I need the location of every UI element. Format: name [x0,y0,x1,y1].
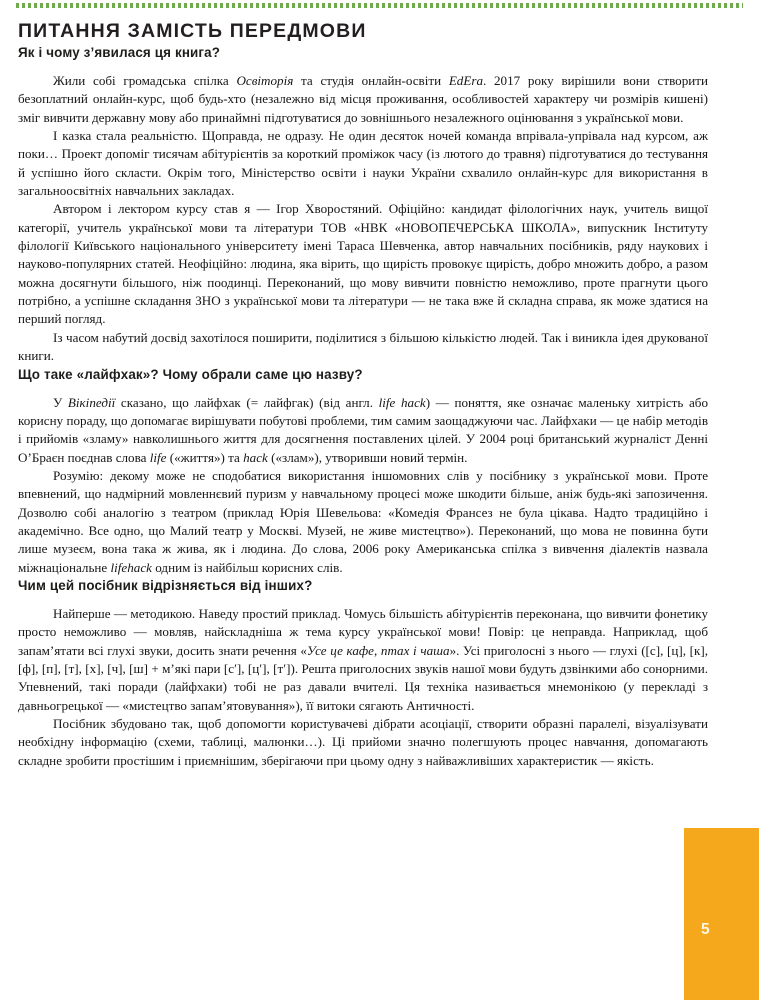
body-paragraph [18,605,708,715]
sections-container [18,44,708,770]
text-run: Автором і лектором курсу став я — Ігор Хворостяний. Офіційно: кандидат філологічних наук, учитель вищої категорії, учитель української мови та літератури ТОВ «НВК «НОВОПЕЧЕРСЬКА ШКОЛА», випускник Інституту філології Київського національного університету імені Тараса Шевченка, автор навчальних посібників, ряду наукових і науково-популярних статей. Неофіційно: людина, яка вірить, що щирість провокує щирість, добро множить добро, а разом можна досягнути більшого, ніж поодинці. Переконаний, що мову вивчити повністю неможливо, проте прагнути цього потрібно, а успішне складання ЗНО з української мови та літератури — не така вже й складна справа, як може здатися на перший погляд. [18,201,708,327]
body-paragraph [18,394,708,467]
page-number: 5 [701,921,711,938]
text-run: У [53,394,68,410]
body-paragraph [18,127,708,200]
page-title: ПИТАННЯ ЗАМІСТЬ ПЕРЕДМОВИ [18,20,367,42]
emphasis-text: EdEra [448,73,483,88]
text-run: І казка стала реальністю. Щоправда, не одразу. Не один десяток ночей команда впрівала-упрівала над курсом, аж поки… Проект допоміг тисячам абітурієнтів за короткий проміжок часу (із лютого до травня) підготуватися до тестування й успішно його скласти. Окрім того, Міністерство освіти і науки України схвалило онлайн-курс для використання в загальноосвітніх навчальних закладах. [18,128,708,199]
section-heading: Що таке «лайфхак»? Чому обрали саме цю назву? [18,366,363,382]
section-heading: Як і чому з’явилася ця книга? [18,45,221,60]
text-run: Розумію: декому може не сподобатися використання іншомовних слів у посібнику з української мови. Проте впевнений, що надмірний мовленнєвий пуризм у навчальному процесі може шкодити більше, аніж будь-які запозичення. Дозволю собі аналогію з театром (приклад Юрія Шевельова: «Комедія Франсез не була цікава. Надто традиційно і академічно. Все одно, що Малий театр у Москві. Музей, не живе мистецтво»). Переконаний, що мова не повинна бути лише музеєм, вона така ж жива, як і людина. До слова, 2006 року Американська спілка з вивчення діалектів назвала міжнаціональне [18,467,708,575]
emphasis-text: Вікіпедії [67,394,116,410]
text-run: («злам»), утворивши новий термін. [267,449,468,465]
text-run: Найперше — методикою. Наведу простий приклад. Чомусь більшість абітурієнтів переконана, що вивчити фонетику просто неможливо — мовляв, найскладніша ж тема курсу української мови! Повір: це неправда. Наприклад, щоб запам’ятати всі глухі звуки, досить знати речення « [18,605,708,658]
emphasis-text: Освіторія [236,73,294,88]
text-run: одним із найбільш корисних слів. [151,559,343,575]
text-run: Посібник збудовано так, щоб допомогти користувачеві дібрати асоціації, створити образні паралелі, візуалізувати необхідну інформацію (схеми, таблиці, малюнки…). Ці прийоми значно полегшують процес навчання, допомагають складне зробити простішим і приємнішим, зберігаючи при цьому одну з найважливіших характеристик — якість. [18,716,708,768]
emphasis-text: life hack [378,394,426,410]
body-paragraph [18,72,708,127]
emphasis-text: lifehack [110,559,152,575]
text-run: . 2017 року вирішили вони створити безоплатний онлайн-курс, щоб будь-хто (незалежно від місця проживання, особливостей характеру чи розмірів кишені) зміг вивчити державну мову або принаймні підготуватися до зовнішнього незалежного оцінювання з української мови. [18,73,708,125]
page-content [18,18,708,770]
body-paragraph [18,329,708,366]
emphasis-text: life [149,449,167,465]
page-number-tab [684,828,759,1000]
section-heading: Чим цей посібник відрізняється від інших? [18,577,313,593]
text-run: ) — поняття, яке означає маленьку хитрість або корисну пораду, що допомагає вирішувати побутові проблеми, тим самим заощаджуючи час. Лайфхаки — це набір методів і прийомів «зламу» навколишнього життя для досягнення поставлених цілей. У 2004 році британський журналіст Денні О’Браєн поєднав слова [18,394,709,465]
text-run: Із часом набутий досвід захотілося поширити, поділитися з більшою кількістю людей. Так і виникла ідея друкованої книги. [18,329,708,364]
text-run: та студія онлайн-освіти [293,73,449,88]
body-paragraph [18,200,708,328]
body-paragraph [18,715,708,770]
top-dotted-rule [16,3,743,8]
text-run: ». Усі приголосні з нього — глухі ([с], [ц], [к], [ф], [п], [т], [х], [ч], [ш] + м’які пари [с′], [ц′], [т′]). Решта приголосних звуків нашої мови будуть дзвінкими або сонорними. Упевнений, такі поради (лайфхаки) тобі не раз давали вчителі. Ця техніка називається мнемонікою (у перекладі з давньогрецької — «мистецтво запам’ятовування»), її витоки сягають Античності. [18,642,708,713]
emphasis-text: Усе це кафе, птах і чаша [306,642,450,658]
text-run: («життя») та [166,449,244,465]
text-run: сказано, що лайфхак (= лайфгак) (від англ. [115,394,379,410]
emphasis-text: hack [243,449,268,465]
body-paragraph [18,467,708,577]
text-run: Жили собі громадська спілка [53,73,237,88]
